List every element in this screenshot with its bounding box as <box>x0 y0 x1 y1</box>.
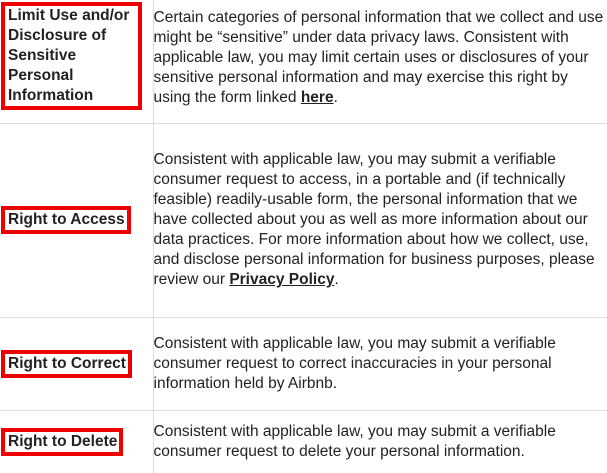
table-row <box>0 410 607 473</box>
description-suffix: . <box>334 271 339 288</box>
row-description: Consistent with applicable law, you may submit a verifiable consumer request to delete your personal information. <box>153 422 556 460</box>
row-description <box>154 8 607 108</box>
table-row <box>0 317 607 410</box>
table-row <box>0 0 607 123</box>
form-here-link[interactable]: here <box>300 89 334 106</box>
privacy-policy-link[interactable]: Privacy Policy <box>229 271 335 288</box>
label-cell <box>0 123 153 317</box>
description-cell <box>153 0 607 123</box>
description-cell <box>153 123 607 317</box>
description-cell <box>153 410 607 473</box>
row-label-right-to-delete: Right to Delete <box>1 428 123 456</box>
label-cell <box>0 317 153 410</box>
description-cell <box>153 317 607 410</box>
table-row <box>0 123 607 317</box>
label-cell <box>0 410 153 473</box>
row-description: Consistent with applicable law, you may submit a verifiable consumer request to correct inaccuracies in your personal information held by Airbnb. <box>153 334 556 392</box>
description-text: Consistent with applicable law, you may submit a verifiable consumer request to access, in a portable and (if technically feasible) readily-usable form, the personal information that we have collected about you as well as more information about our data practices. For more information about how we collect, use, and disclose personal information for business purposes, please review our <box>153 151 595 288</box>
row-label-right-to-access: Right to Access <box>1 206 131 234</box>
description-suffix: . <box>333 89 338 106</box>
description-text: Certain categories of personal information that we collect and use might be “sensitive” under data privacy laws. Consistent with applicable law, you may limit certain uses or disclosures of your sensitive personal information and may exercise this right by using the form linked <box>153 9 604 106</box>
row-description <box>154 150 607 290</box>
row-label-right-to-correct: Right to Correct <box>1 350 132 378</box>
row-label-limit-use: Limit Use and/or Disclosure of Sensitive Personal Information <box>1 2 142 110</box>
label-cell <box>0 0 153 123</box>
